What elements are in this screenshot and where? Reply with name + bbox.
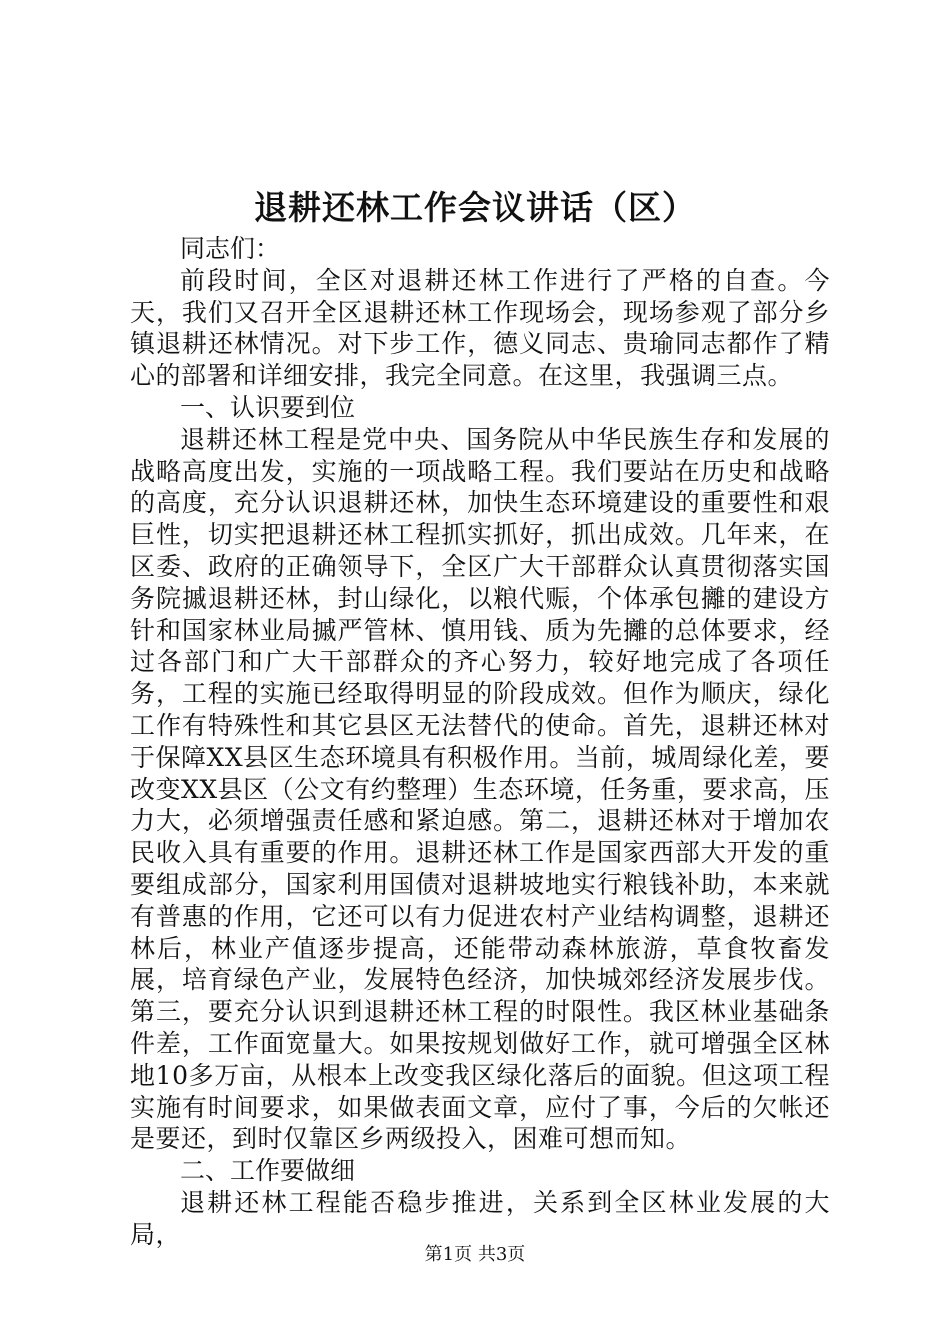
paragraph-section-1: 退耕还林工程是党中央、国务院从中华民族生存和发展的战略高度出发，实施的一项战略工程。我们要站在历史和战略的高度，充分认识退耕还林，加快生态环境建设的重要性和艰巨性，切实把退耕还林工程抓实抓好，抓出成效。几年来，在区委、政府的正确领导下，全区广大干部群众认真贯彻落实国务院摵退耕还林，封山绿化，以粮代赈，个体承包攡的建设方针和国家林业局摵严管林、慎用钱、质为先攡的总体要求，经过各部门和广大干部群众的齐心努力，较好地完成了各项任务，工程的实施已经取得明显的阶段成效。但作为顺庆，绿化工作有特殊性和其它县区无法替代的使命。首先，退耕还林对于保障XX县区生态环境具有积极作用。当前，城周绿化差，要改变XX县区（公文有约整理）生态环境，任务重，要求高，压力大，必须增强责任感和紧迫感。第二，退耕还林对于增加农民收入具有重要的作用。退耕还林工作是国家西部大开发的重要组成部分，国家利用国债对退耕坡地实行粮钱补助，本来就有普惠的作用，它还可以有力促进农村产业结构调整，退耕还林后，林业产值逐步提高，还能带动森林旅游，草食牧畜发展，培育绿色产业，发展特色经济，加快城郊经济发展步伐。第三，要充分认识到退耕还林工程的时限性。我区林业基础条件差，工作面宽量大。如果按规划做好工作，就可增强全区林地10多万亩，从根本上改变我区绿化落后的面貌。但这项工程实施有时间要求，如果做表面文章，应付了事，今后的欠帐还是要还，到时仅靠区乡两级投入，困难可想而知。 <box>130 424 830 1154</box>
paragraph-section-2: 退耕还林工程能否稳步推进，关系到全区林业发展的大局， <box>130 1187 830 1249</box>
document-title: 退耕还林工作会议讲话（区） <box>254 188 696 227</box>
salutation: 同志们： <box>180 234 281 263</box>
section-heading-1: 一、认识要到位 <box>180 392 356 422</box>
paragraph-intro: 前段时间，全区对退耕还林工作进行了严格的自查。今天，我们又召开全区退耕还林工作现场会，现场参观了部分乡镇退耕还林情况。对下步工作，德义同志、贵瑜同志都作了精心的部署和详细安排，我完全同意。在这里，我强调三点。 <box>130 265 830 391</box>
page-number-footer: 第1页 共3页 <box>424 1244 526 1265</box>
section-heading-2: 二、工作要做细 <box>180 1156 356 1186</box>
document-body <box>130 233 830 1251</box>
